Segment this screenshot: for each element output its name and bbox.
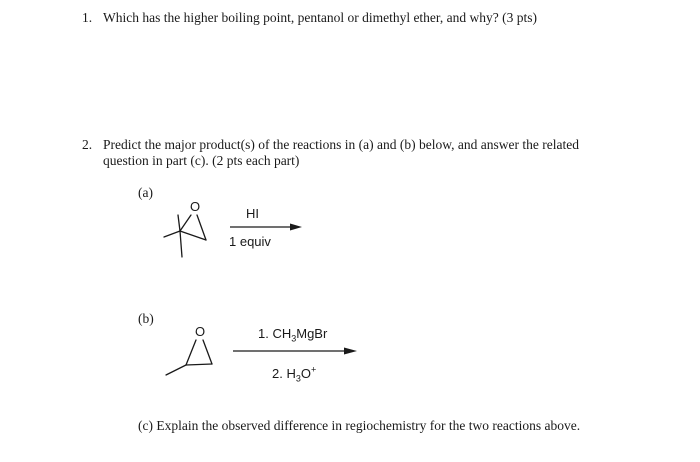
part-b-step-2-prefix: 2. H <box>272 366 296 381</box>
part-a-reaction-arrow <box>230 221 310 233</box>
part-a-reagent-below: 1 equiv <box>229 234 271 249</box>
part-b-methyl-bond <box>166 365 186 375</box>
part-b-step-2-superscript: + <box>310 364 317 375</box>
part-a-ring-co-bond <box>180 215 191 231</box>
part-b-step-1-prefix: 1. CH <box>258 326 292 341</box>
part-b-step-1-suffix: MgBr <box>296 326 328 341</box>
part-c-text: (c) Explain the observed difference in regiochemistry for the two reactions above. <box>138 418 581 433</box>
part-b-step-2-subscript: 3 <box>295 373 301 384</box>
part-a-epoxide-structure <box>150 196 210 266</box>
question-2-number: 2. <box>82 137 93 152</box>
part-a-label: (a) <box>138 185 153 200</box>
part-b-step-2-reagent <box>272 364 317 384</box>
part-b-ring-co-bond <box>186 340 196 365</box>
question-2-line-1: Predict the major product(s) of the reactions in (a) and (b) below, and answer the related <box>103 137 579 152</box>
part-a-methyl-up <box>178 215 180 231</box>
part-b-step-1-subscript: 3 <box>291 333 297 344</box>
part-b-label: (b) <box>138 311 154 326</box>
part-a-ring-co-bond-2 <box>197 215 206 240</box>
part-b-oxygen-atom: O <box>194 324 206 339</box>
part-b-step-2-mid: O <box>300 366 311 381</box>
part-b-reaction-arrow <box>233 345 363 357</box>
part-a-ring-cc-bond <box>180 231 206 240</box>
part-b-step-1-reagent <box>258 326 328 344</box>
part-b-ring-co-bond-2 <box>203 340 212 364</box>
part-a-methyl-down <box>180 231 182 257</box>
part-a-oxygen-atom: O <box>189 199 201 214</box>
question-1-number: 1. <box>82 10 93 25</box>
question-2-line-2: question in part (c). (2 pts each part) <box>103 153 300 168</box>
part-b-epoxide-structure <box>160 320 220 380</box>
part-b-ring-cc-bond <box>186 364 212 365</box>
part-a-methyl-left <box>164 231 180 237</box>
part-a-reagent-above: HI <box>246 206 259 221</box>
question-1-text: Which has the higher boiling point, pentanol or dimethyl ether, and why? (3 pts) <box>103 10 537 25</box>
part-b-arrow-head <box>344 348 357 355</box>
part-a-arrow-head <box>290 224 302 231</box>
